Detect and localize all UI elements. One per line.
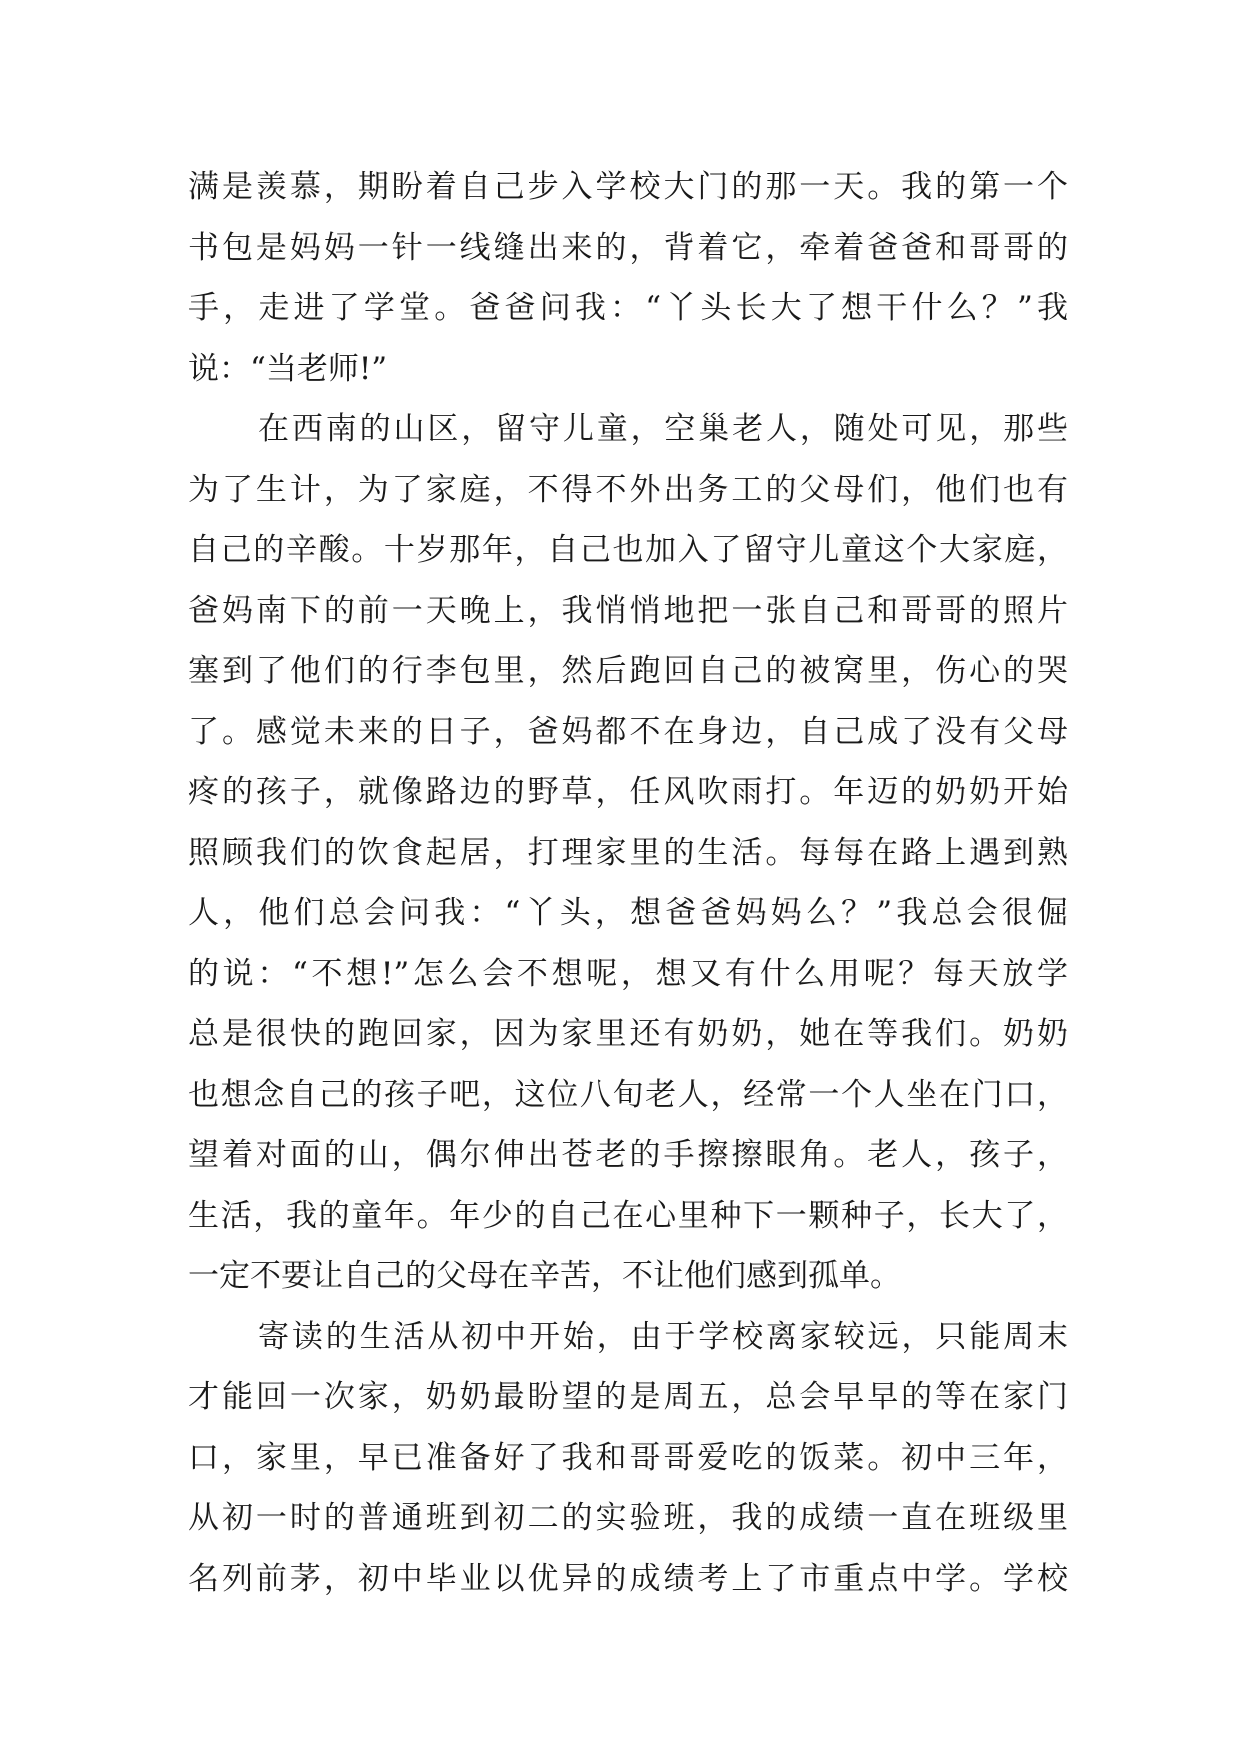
text-line: 满是羡慕，期盼着自己步入学校大门的那一天。我的第一个 bbox=[188, 169, 1068, 205]
text-line: 自己的辛酸。十岁那年，自己也加入了留守儿童这个大家庭， bbox=[188, 532, 1068, 568]
body-text bbox=[188, 157, 1068, 1609]
text-line: 疼的孩子，就像路边的野草，任风吹雨打。年迈的奶奶开始 bbox=[188, 774, 1068, 810]
text-line: 生活，我的童年。年少的自己在心里种下一颗种子，长大了， bbox=[188, 1197, 1068, 1234]
text-line: 爸妈南下的前一天晚上，我悄悄地把一张自己和哥哥的照片 bbox=[188, 592, 1068, 629]
text-line: 在西南的山区，留守儿童，空巢老人，随处可见，那些 bbox=[258, 411, 1068, 447]
text-line: 塞到了他们的行李包里，然后跑回自己的被窝里，伤心的哭 bbox=[188, 653, 1068, 689]
text-line: 了。感觉未来的日子，爸妈都不在身边，自己成了没有父母 bbox=[188, 713, 1068, 750]
text-line: 名列前茅，初中毕业以优异的成绩考上了市重点中学。学校 bbox=[188, 1560, 1068, 1597]
text-line: 望着对面的山，偶尔伸出苍老的手擦擦眼角。老人，孩子， bbox=[188, 1137, 1068, 1173]
text-line: 总是很快的跑回家，因为家里还有奶奶，她在等我们。奶奶 bbox=[188, 1016, 1068, 1052]
text-line: 才能回一次家，奶奶最盼望的是周五，总会早早的等在家门 bbox=[188, 1379, 1068, 1415]
text-line: 书包是妈妈一针一线缝出来的，背着它，牵着爸爸和哥哥的 bbox=[188, 229, 1068, 266]
text-line: 也想念自己的孩子吧，这位八旬老人，经常一个人坐在门口， bbox=[188, 1076, 1068, 1113]
text-line: 从初一时的普通班到初二的实验班，我的成绩一直在班级里 bbox=[188, 1500, 1068, 1536]
text-line: 为了生计，为了家庭，不得不外出务工的父母们，他们也有 bbox=[188, 471, 1068, 508]
text-line: 说：“当老师!” bbox=[188, 350, 388, 387]
text-line: 寄读的生活从初中开始，由于学校离家较远，只能周末 bbox=[258, 1318, 1068, 1355]
text-line: 人，他们总会问我：“丫头，想爸爸妈妈么？”我总会很倔 bbox=[188, 895, 1068, 931]
text-line: 一定不要让自己的父母在辛苦，不让他们感到孤单。 bbox=[188, 1258, 901, 1294]
text-line: 照顾我们的饮食起居，打理家里的生活。每每在路上遇到熟 bbox=[188, 834, 1068, 871]
text-line: 的说：“不想!”怎么会不想呢，想又有什么用呢？每天放学 bbox=[188, 955, 1068, 992]
text-line: 手，走进了学堂。爸爸问我：“丫头长大了想干什么？”我 bbox=[188, 290, 1068, 326]
text-line: 口，家里，早已准备好了我和哥哥爱吃的饭菜。初中三年， bbox=[188, 1439, 1068, 1476]
